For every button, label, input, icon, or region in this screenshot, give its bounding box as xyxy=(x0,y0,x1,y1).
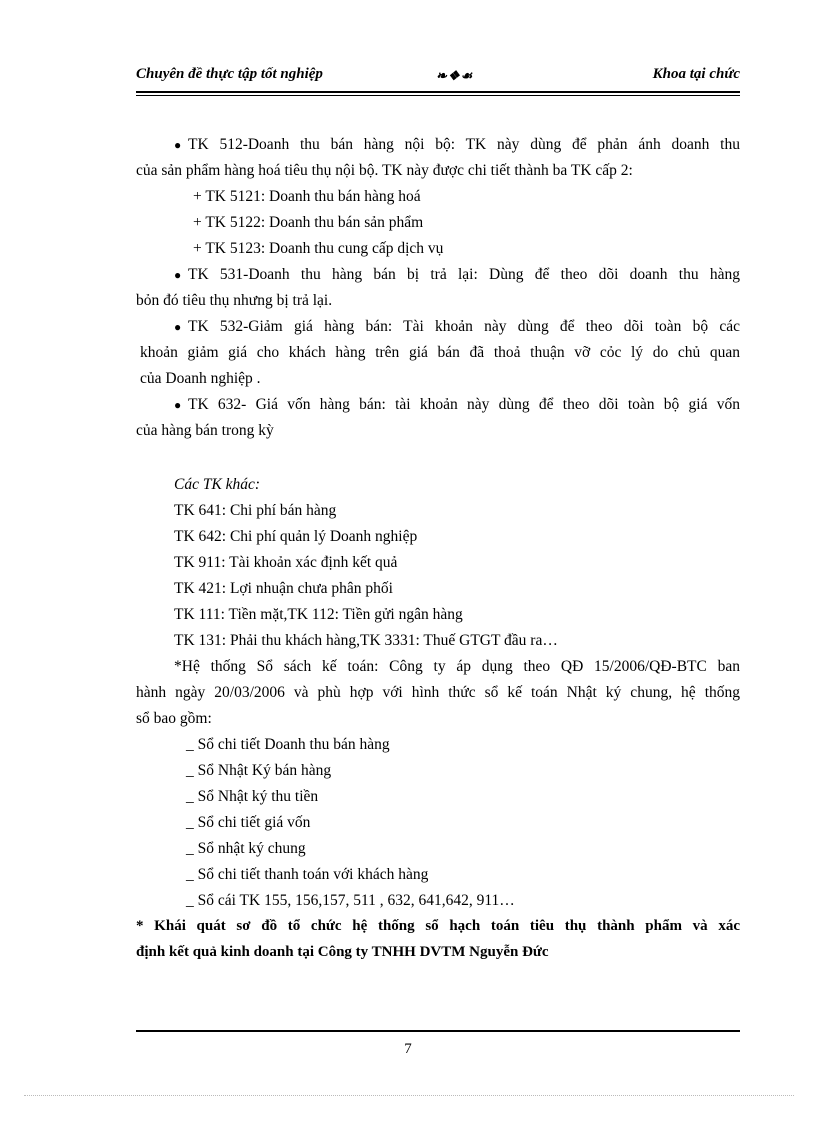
para-tk531-line1: ● TK 531-Doanh thu hàng bán bị trả lại: Dùng để theo dõi doanh thu hàng xyxy=(174,266,740,283)
header-rule xyxy=(136,91,740,93)
book-item: _ Sổ chi tiết giá vốn xyxy=(186,814,311,831)
para-tk632-line1: ● TK 632- Giá vốn hàng bán: tài khoản này dùng để theo dõi toàn bộ giá vốn xyxy=(174,396,740,413)
books-intro-line2: hành ngày 20/03/2006 và phù hợp với hình thức sổ kế toán Nhật ký chung, hệ thống xyxy=(136,684,740,701)
book-item: _ Sổ nhật ký chung xyxy=(186,840,306,857)
other-accounts-heading: Các TK khác: xyxy=(174,476,261,493)
account-item: TK 131: Phải thu khách hàng,TK 3331: Thuế GTGT đầu ra… xyxy=(174,632,558,649)
bullet-icon: ● xyxy=(174,268,182,282)
bullet-icon: ● xyxy=(174,398,182,412)
para-tk532-line3: của Doanh nghiệp . xyxy=(140,370,261,387)
account-item: TK 111: Tiền mặt,TK 112: Tiền gửi ngân hàng xyxy=(174,606,463,623)
sub-tk5123: + TK 5123: Doanh thu cung cấp dịch vụ xyxy=(193,240,444,257)
sub-tk5122: + TK 5122: Doanh thu bán sản phẩm xyxy=(193,214,424,231)
book-item: _ Sổ Nhật ký thu tiền xyxy=(186,788,319,805)
bullet-icon: ● xyxy=(174,320,182,334)
page-number: 7 xyxy=(404,1041,412,1057)
header-right-title: Khoa tại chức xyxy=(652,66,740,82)
header-ornament-icon: ❧❖☙ xyxy=(436,68,474,83)
account-item: TK 642: Chi phí quản lý Doanh nghiệp xyxy=(174,528,418,545)
page-header xyxy=(136,66,740,88)
book-item: _ Sổ chi tiết thanh toán với khách hàng xyxy=(186,866,429,883)
header-left-title: Chuyên đề thực tập tốt nghiệp xyxy=(136,66,323,82)
summary-line1: * Khái quát sơ đồ tổ chức hệ thống sổ hạch toán tiêu thụ thành phẩm và xác xyxy=(136,918,740,934)
summary-line2: định kết quả kinh doanh tại Công ty TNHH DVTM Nguyễn Đức xyxy=(136,944,549,960)
para-tk512-line1: ● TK 512-Doanh thu bán hàng nội bộ: TK này dùng để phản ánh doanh thu xyxy=(174,136,740,153)
para-tk632-line2: của hàng bán trong kỳ xyxy=(136,422,274,439)
account-item: TK 421: Lợi nhuận chưa phân phối xyxy=(174,580,393,597)
book-item: _ Sổ cái TK 155, 156,157, 511 , 632, 641,642, 911… xyxy=(186,892,515,909)
header-rule-thin xyxy=(136,95,740,96)
para-tk531-line2: bỏn đó tiêu thụ nhưng bị trả lại. xyxy=(136,292,333,309)
para-tk532-line2: khoản giảm giá cho khách hàng trên giá bán đã thoả thuận vỡ cỏc lý do chủ quan xyxy=(140,344,740,361)
account-item: TK 911: Tài khoản xác định kết quả xyxy=(174,554,398,571)
sub-tk5121: + TK 5121: Doanh thu bán hàng hoá xyxy=(193,188,421,205)
books-intro-line1: *Hệ thống Sổ sách kế toán: Công ty áp dụng theo QĐ 15/2006/QĐ-BTC ban xyxy=(174,658,740,675)
para-tk532-line1: ● TK 532-Giảm giá hàng bán: Tài khoản này dùng để theo dõi toàn bộ các xyxy=(174,318,740,335)
para-tk512-line2: của sản phẩm hàng hoá tiêu thụ nội bộ. TK này được chi tiết thành ba TK cấp 2: xyxy=(136,162,633,179)
account-item: TK 641: Chi phí bán hàng xyxy=(174,502,337,519)
bullet-icon: ● xyxy=(174,138,182,152)
book-item: _ Sổ chi tiết Doanh thu bán hàng xyxy=(186,736,390,753)
page-border-dotted xyxy=(24,1095,794,1096)
footer-rule xyxy=(136,1030,740,1032)
book-item: _ Sổ Nhật Ký bán hàng xyxy=(186,762,332,779)
books-intro-line3: sổ bao gồm: xyxy=(136,710,212,727)
